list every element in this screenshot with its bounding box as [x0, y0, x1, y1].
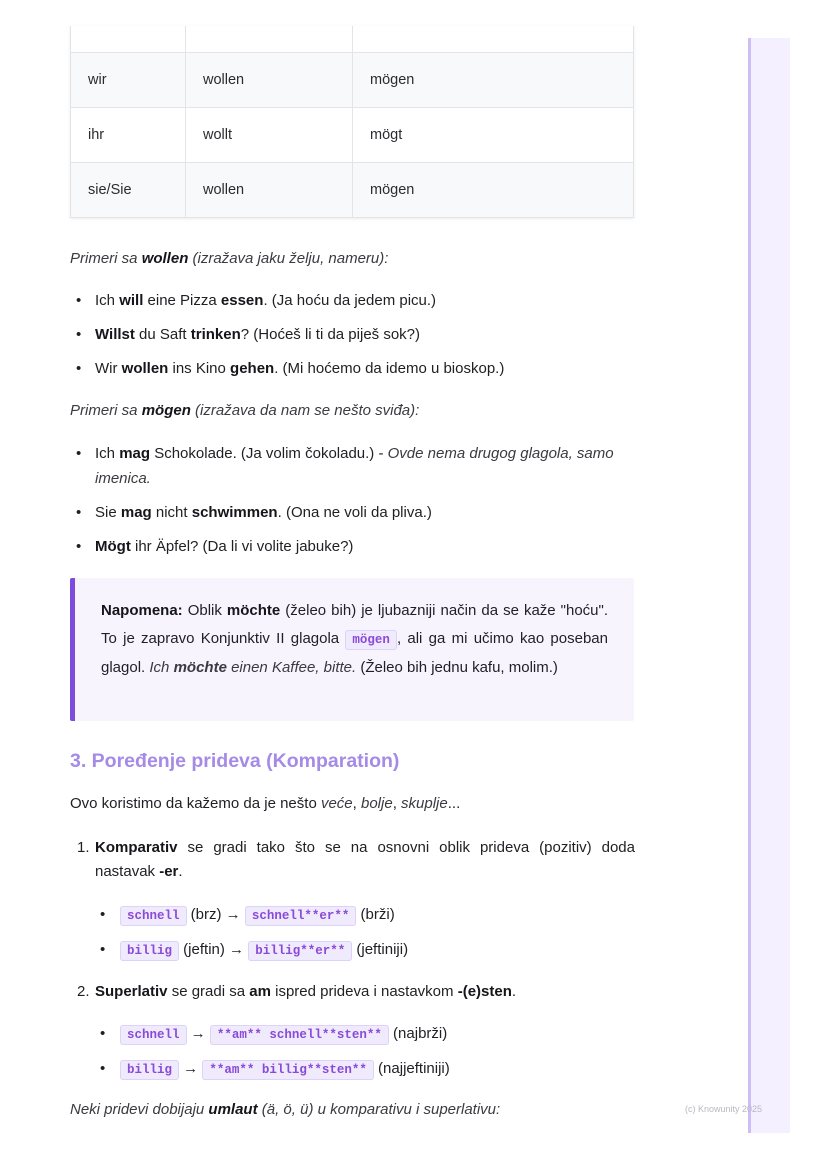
wollen-cell: wollen: [186, 163, 353, 218]
moegen-examples-intro: Primeri sa mögen (izražava da nam se nešto sviđa):: [70, 402, 420, 419]
wollen-cell: wollen: [186, 53, 353, 108]
pronoun-cell: ihr: [71, 108, 186, 163]
list-item: 2. Superlativ se gradi sa am ispred prideva i nastavkom -(e)sten.: [77, 983, 517, 1000]
pronoun-cell: sie/Sie: [71, 163, 186, 218]
umlaut-intro: Neki pridevi dobijaju umlaut (ä, ö, ü) u komparativu i superlativu:: [70, 1101, 501, 1118]
superlativ-examples: [95, 1022, 450, 1092]
table-row: [71, 53, 634, 108]
list-item: • Sie mag nicht schwimmen. (Ona ne voli da pliva.): [70, 501, 635, 526]
list-item: 1. Komparativ se gradi tako što se na osnovni oblik prideva (pozitiv) doda nastavak -er.: [77, 839, 635, 880]
section-intro: Ovo koristimo da kažemo da je nešto veće, bolje, skuplje...: [70, 795, 461, 812]
superlativ-rule: [70, 980, 635, 1004]
table-row: [71, 163, 634, 218]
list-item: • Wir wollen ins Kino gehen. (Mi hoćemo da idemo u bioskop.): [70, 357, 635, 382]
list-item: • Ich will eine Pizza essen. (Ja hoću da jedem picu.): [70, 289, 635, 314]
inline-code: mögen: [345, 630, 397, 650]
table-row-partial: [71, 26, 634, 53]
list-item: • Willst du Saft trinken? (Hoćeš li ti da piješ sok?): [70, 323, 635, 348]
list-item: • schnell (brz) → schnell**er** (brži): [95, 903, 408, 938]
right-margin-strip: [748, 38, 790, 1133]
list-item: • billig → **am** billig**sten** (najjeftiniji): [95, 1057, 450, 1092]
komparativ-examples: [95, 903, 408, 973]
section-heading: 3. Poređenje prideva (Komparation): [70, 750, 400, 772]
copyright-footer: (c) Knowunity 2025: [685, 1104, 763, 1114]
list-item: • schnell → **am** schnell**sten** (najbrži): [95, 1022, 450, 1057]
moegen-cell: mögen: [353, 163, 634, 218]
moegen-cell: mögt: [353, 108, 634, 163]
table-row: [71, 108, 634, 163]
wollen-examples-intro: Primeri sa wollen (izražava jaku želju, nameru):: [70, 250, 389, 267]
moegen-examples-list: [70, 442, 635, 569]
pronoun-cell: wir: [71, 53, 186, 108]
wollen-cell: wollt: [186, 108, 353, 163]
conjugation-table: [70, 26, 634, 218]
list-item: • billig (jeftin) → billig**er** (jeftiniji): [95, 938, 408, 973]
note-callout: Napomena: Oblik möchte (želeo bih) je ljubazniji način da se kaže "hoću". To je zapravo Konjunktiv II glagola mögen , ali ga mi učimo kao poseban glagol. Ich möchte einen Kaffee, bitte. (Želeo bih jednu kafu, molim.): [70, 578, 634, 721]
note-label: Napomena:: [101, 602, 183, 619]
list-item: • Ich mag Schokolade. (Ja volim čokoladu.) - Ovde nema drugog glagola, samo imenica.: [70, 442, 635, 491]
komparativ-rule: [70, 836, 635, 884]
wollen-examples-list: [70, 289, 635, 391]
list-item: • Mögt ihr Äpfel? (Da li vi volite jabuke?): [70, 535, 635, 560]
moegen-cell: mögen: [353, 53, 634, 108]
